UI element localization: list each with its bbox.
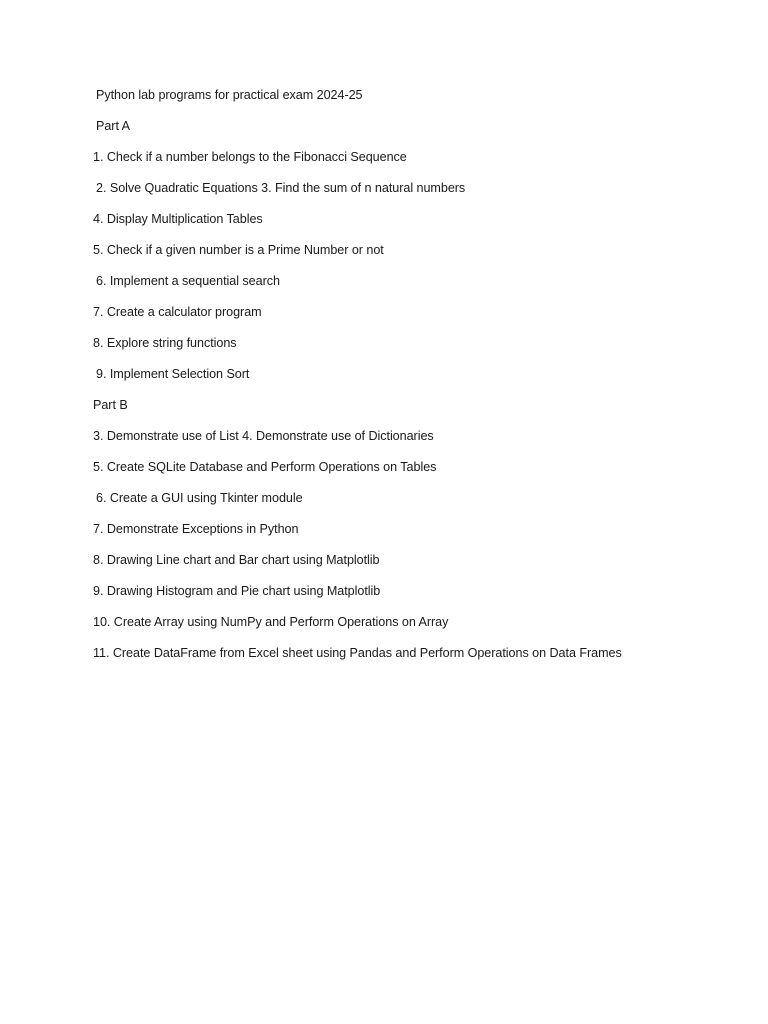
program-list-item: 9. Drawing Histogram and Pie chart using Matplotlib [93, 584, 381, 598]
program-list-item: 3. Demonstrate use of List 4. Demonstrate use of Dictionaries [93, 429, 434, 443]
program-list-item: 8. Drawing Line chart and Bar chart using Matplotlib [93, 553, 380, 567]
document-body [93, 86, 713, 675]
program-list-item: 5. Check if a given number is a Prime Number or not [93, 243, 384, 257]
program-list-item: 5. Create SQLite Database and Perform Operations on Tables [93, 460, 437, 474]
section-heading: Part B [93, 398, 128, 412]
program-list-item: 7. Create a calculator program [93, 305, 262, 319]
program-list-item: 7. Demonstrate Exceptions in Python [93, 522, 299, 536]
program-list-item: 10. Create Array using NumPy and Perform Operations on Array [93, 615, 449, 629]
program-list-item: 8. Explore string functions [93, 336, 237, 350]
program-list-item: 6. Implement a sequential search [96, 274, 280, 288]
document-title: Python lab programs for practical exam 2024-25 [96, 88, 363, 102]
program-list-item: 11. Create DataFrame from Excel sheet using Pandas and Perform Operations on Data Frames [93, 646, 622, 660]
program-list-item: 4. Display Multiplication Tables [93, 212, 263, 226]
program-list-item: 2. Solve Quadratic Equations 3. Find the sum of n natural numbers [96, 181, 466, 195]
program-list-item: 6. Create a GUI using Tkinter module [96, 491, 303, 505]
section-heading: Part A [96, 119, 131, 133]
program-list-item: 9. Implement Selection Sort [96, 367, 250, 381]
program-list-item: 1. Check if a number belongs to the Fibonacci Sequence [93, 150, 407, 164]
